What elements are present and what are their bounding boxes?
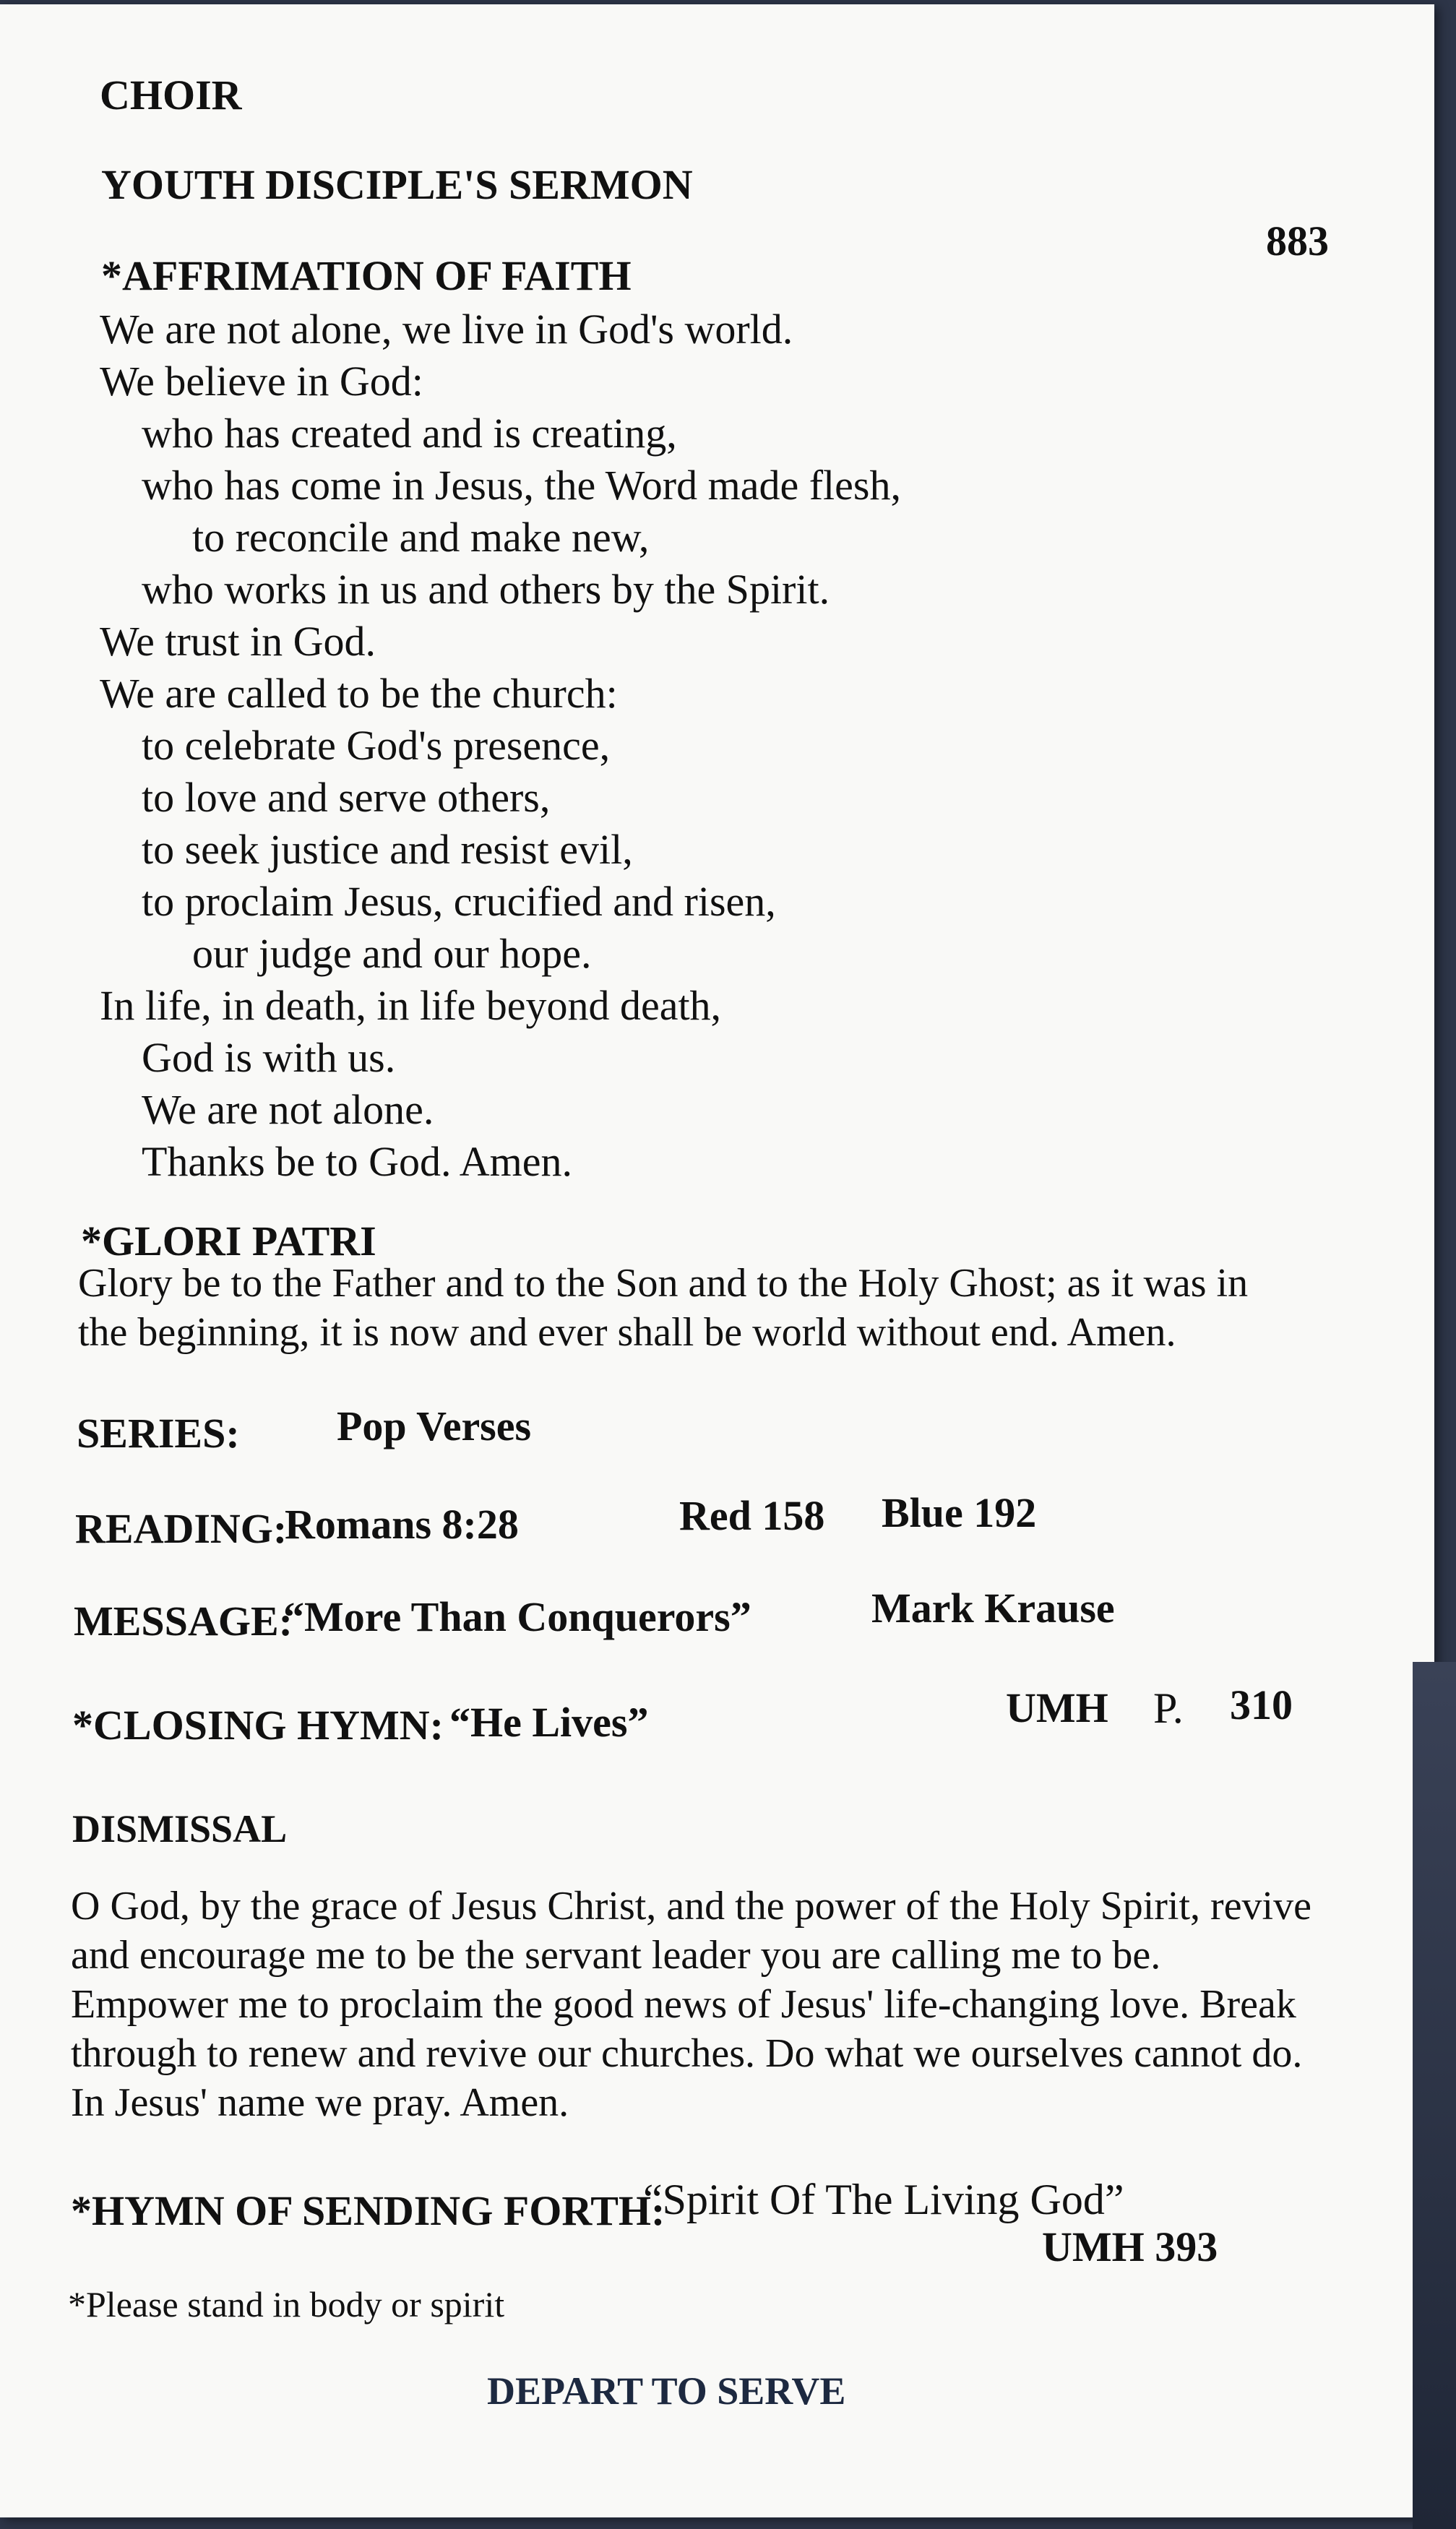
standing-note: *Please stand in body or spirit <box>68 2284 505 2325</box>
affirmation-line: who works in us and others by the Spirit. <box>142 566 830 613</box>
dismissal-title: DISMISSAL <box>72 1807 288 1851</box>
affirmation-line: We trust in God. <box>100 618 376 665</box>
closing-value: “He Lives” <box>449 1699 649 1746</box>
dismissal-prayer: O God, by the grace of Jesus Christ, and the power of the Holy Spirit, revive and encourage me to be the servant leader you are calling me to be. Empower me to proclaim the good news of Jesus' life-changing love. Break through to renew and revive our churches. Do what we ourselves cannot do. In Jesus' name we pray. Amen. <box>71 1884 1311 2125</box>
gloria-title: *GLORI PATRI <box>81 1218 376 1264</box>
affirmation-line: We are called to be the church: <box>100 670 618 717</box>
affirmation-line: to celebrate God's presence, <box>142 722 611 769</box>
affirmation-line: We are not alone, we live in God's world. <box>100 306 793 353</box>
closing-label: *CLOSING HYMN: <box>72 1702 444 1749</box>
closing-page: 310 <box>1230 1681 1293 1728</box>
series-value: Pop Verses <box>337 1403 532 1449</box>
affirmation-line: our judge and our hope. <box>192 930 592 977</box>
message-speaker: Mark Krause <box>871 1585 1115 1632</box>
reading-red: Red 158 <box>679 1492 825 1539</box>
closing-book: UMH <box>1006 1684 1108 1731</box>
affirmation-line: to love and serve others, <box>142 774 551 821</box>
affirmation-line: In life, in death, in life beyond death, <box>100 982 722 1029</box>
reading-label: READING: <box>75 1505 288 1552</box>
affirmation-line: God is with us. <box>142 1034 396 1081</box>
affirmation-line: to seek justice and resist evil, <box>142 826 633 873</box>
affirmation-line: We are not alone. <box>142 1086 434 1133</box>
affirmation-line: Thanks be to God. Amen. <box>142 1138 573 1185</box>
reading-blue: Blue 192 <box>882 1489 1037 1536</box>
message-label: MESSAGE: <box>74 1598 293 1645</box>
gloria-text: Glory be to the Father and to the Son and to the Holy Ghost; as it was in the beginning, it is now and ever shall be world without end. Amen. <box>78 1261 1249 1355</box>
affirmation-line: who has come in Jesus, the Word made flesh, <box>142 462 901 509</box>
sermon-heading: YOUTH DISCIPLE'S SERMON <box>101 161 693 208</box>
reading-value: Romans 8:28 <box>285 1501 519 1548</box>
message-value: “More Than Conquerors” <box>283 1593 751 1640</box>
affirmation-line: to reconcile and make new, <box>192 514 650 561</box>
affirmation-line: We believe in God: <box>100 358 423 405</box>
sending-value: “Spirit Of The Living God” <box>643 2176 1124 2223</box>
sending-label: *HYMN OF SENDING FORTH: <box>71 2187 665 2234</box>
affirmation-title: *AFFRIMATION OF FAITH <box>101 252 632 299</box>
series-label: SERIES: <box>77 1410 240 1457</box>
sending-number: UMH 393 <box>1042 2223 1218 2270</box>
closing-page-label: P. <box>1153 1684 1184 1732</box>
background-edge <box>1413 1662 1456 2529</box>
affirmation-text <box>100 303 901 1188</box>
affirmation-number: 883 <box>1266 217 1329 264</box>
choir-heading: CHOIR <box>100 72 242 119</box>
affirmation-line: who has created and is creating, <box>142 410 677 457</box>
affirmation-line: to proclaim Jesus, crucified and risen, <box>142 878 776 925</box>
depart-footer: DEPART TO SERVE <box>487 2369 846 2413</box>
